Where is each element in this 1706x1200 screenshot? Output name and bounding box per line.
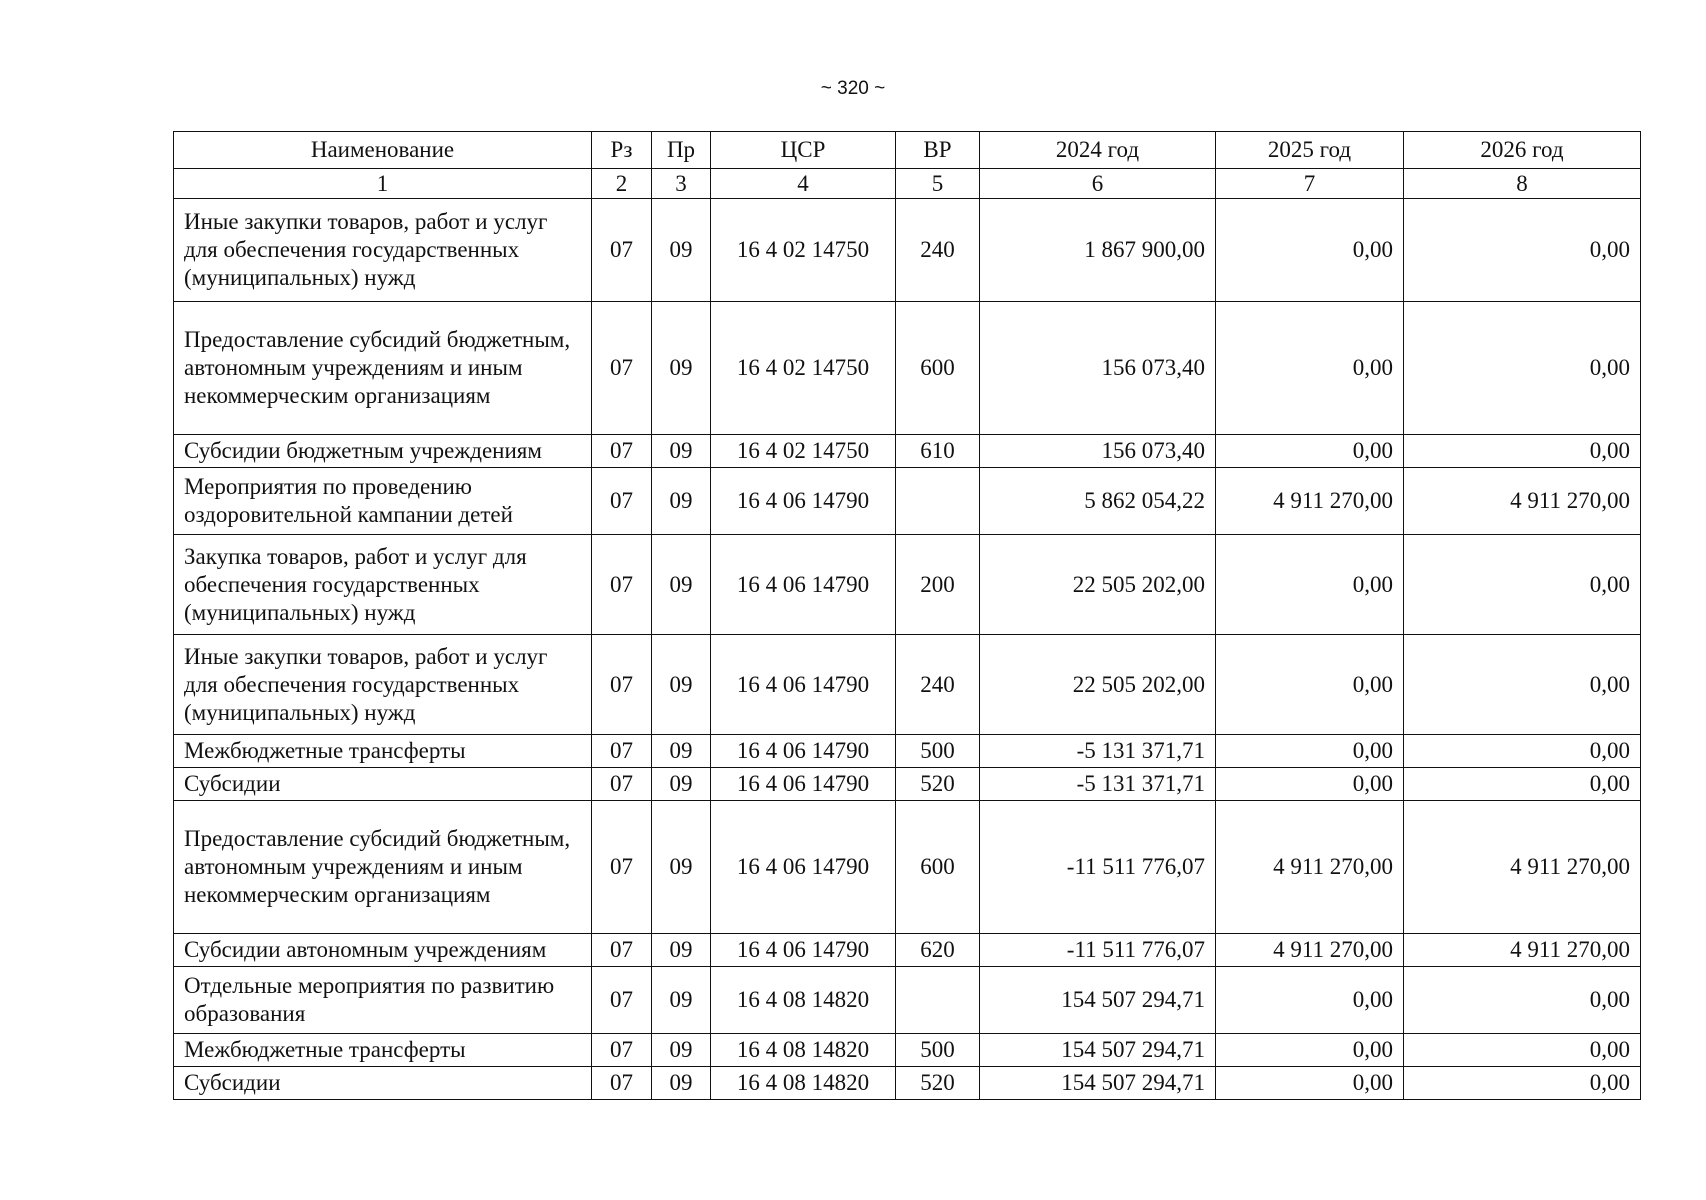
column-number-row [174, 169, 1641, 199]
cell-csr: 16 4 08 14820 [711, 1034, 896, 1067]
cell-vr: 500 [896, 1034, 980, 1067]
header-row [174, 132, 1641, 169]
cell-rz: 07 [592, 1034, 652, 1067]
cell-name: Иные закупки товаров, работ и услуг для обеспечения государственных (муниципальных) нужд [174, 635, 592, 735]
cell-2025: 4 911 270,00 [1216, 934, 1404, 967]
cell-2026: 0,00 [1404, 302, 1641, 435]
cell-vr: 600 [896, 801, 980, 934]
col-header-2026: 2026 год [1404, 132, 1641, 169]
cell-name: Предоставление субсидий бюджетным, автономным учреждениям и иным некоммерческим организациям [174, 302, 592, 435]
cell-vr: 240 [896, 199, 980, 302]
cell-2024: -11 511 776,07 [980, 934, 1216, 967]
cell-rz: 07 [592, 1067, 652, 1100]
cell-2026: 0,00 [1404, 535, 1641, 635]
cell-2026: 0,00 [1404, 199, 1641, 302]
col-number: 5 [896, 169, 980, 199]
cell-csr: 16 4 02 14750 [711, 302, 896, 435]
cell-pr: 09 [652, 435, 711, 468]
cell-csr: 16 4 02 14750 [711, 435, 896, 468]
cell-2026: 4 911 270,00 [1404, 801, 1641, 934]
cell-name: Предоставление субсидий бюджетным, автономным учреждениям и иным некоммерческим организациям [174, 801, 592, 934]
cell-name: Межбюджетные трансферты [174, 735, 592, 768]
cell-2025: 0,00 [1216, 435, 1404, 468]
table-row [174, 468, 1641, 535]
cell-pr: 09 [652, 735, 711, 768]
cell-csr: 16 4 06 14790 [711, 468, 896, 535]
cell-csr: 16 4 06 14790 [711, 735, 896, 768]
cell-2025: 4 911 270,00 [1216, 468, 1404, 535]
cell-name: Иные закупки товаров, работ и услуг для обеспечения государственных (муниципальных) нужд [174, 199, 592, 302]
cell-2024: -5 131 371,71 [980, 735, 1216, 768]
cell-pr: 09 [652, 635, 711, 735]
col-number: 1 [174, 169, 592, 199]
page-number: ~ 320 ~ [820, 78, 886, 99]
cell-2024: 22 505 202,00 [980, 635, 1216, 735]
cell-pr: 09 [652, 302, 711, 435]
cell-csr: 16 4 02 14750 [711, 199, 896, 302]
cell-2024: 154 507 294,71 [980, 967, 1216, 1034]
cell-rz: 07 [592, 768, 652, 801]
budget-table [173, 131, 1641, 1100]
cell-pr: 09 [652, 967, 711, 1034]
cell-2025: 0,00 [1216, 768, 1404, 801]
cell-vr: 240 [896, 635, 980, 735]
table-row [174, 735, 1641, 768]
cell-2024: -11 511 776,07 [980, 801, 1216, 934]
col-header-csr: ЦСР [711, 132, 896, 169]
cell-pr: 09 [652, 199, 711, 302]
cell-2025: 0,00 [1216, 1034, 1404, 1067]
cell-name: Субсидии автономным учреждениям [174, 934, 592, 967]
cell-csr: 16 4 06 14790 [711, 768, 896, 801]
cell-vr: 610 [896, 435, 980, 468]
cell-vr [896, 468, 980, 535]
table-row [174, 302, 1641, 435]
col-header-2024: 2024 год [980, 132, 1216, 169]
cell-rz: 07 [592, 635, 652, 735]
cell-2026: 0,00 [1404, 435, 1641, 468]
cell-pr: 09 [652, 1067, 711, 1100]
cell-rz: 07 [592, 468, 652, 535]
table-row [174, 1067, 1641, 1100]
table-row [174, 635, 1641, 735]
cell-vr: 600 [896, 302, 980, 435]
cell-rz: 07 [592, 435, 652, 468]
cell-csr: 16 4 06 14790 [711, 535, 896, 635]
cell-2026: 0,00 [1404, 967, 1641, 1034]
cell-2026: 4 911 270,00 [1404, 934, 1641, 967]
cell-2025: 0,00 [1216, 535, 1404, 635]
cell-2026: 0,00 [1404, 768, 1641, 801]
table-row [174, 1034, 1641, 1067]
cell-2024: 156 073,40 [980, 435, 1216, 468]
table-row [174, 967, 1641, 1034]
cell-2025: 0,00 [1216, 302, 1404, 435]
table-row [174, 199, 1641, 302]
col-number: 3 [652, 169, 711, 199]
cell-2024: 154 507 294,71 [980, 1067, 1216, 1100]
cell-2024: 22 505 202,00 [980, 535, 1216, 635]
cell-csr: 16 4 06 14790 [711, 801, 896, 934]
cell-rz: 07 [592, 967, 652, 1034]
cell-2025: 4 911 270,00 [1216, 801, 1404, 934]
cell-2026: 0,00 [1404, 1067, 1641, 1100]
cell-2026: 0,00 [1404, 635, 1641, 735]
cell-vr: 520 [896, 1067, 980, 1100]
cell-2025: 0,00 [1216, 967, 1404, 1034]
cell-2024: 5 862 054,22 [980, 468, 1216, 535]
cell-csr: 16 4 06 14790 [711, 934, 896, 967]
col-number: 6 [980, 169, 1216, 199]
cell-csr: 16 4 08 14820 [711, 967, 896, 1034]
cell-2026: 0,00 [1404, 735, 1641, 768]
col-number: 8 [1404, 169, 1641, 199]
cell-pr: 09 [652, 1034, 711, 1067]
cell-name: Межбюджетные трансферты [174, 1034, 592, 1067]
col-number: 7 [1216, 169, 1404, 199]
cell-vr: 520 [896, 768, 980, 801]
cell-vr: 500 [896, 735, 980, 768]
cell-2025: 0,00 [1216, 199, 1404, 302]
col-header-rz: Рз [592, 132, 652, 169]
cell-name: Мероприятия по проведению оздоровительной кампании детей [174, 468, 592, 535]
cell-vr: 620 [896, 934, 980, 967]
cell-rz: 07 [592, 302, 652, 435]
table-row [174, 435, 1641, 468]
cell-2025: 0,00 [1216, 635, 1404, 735]
cell-name: Субсидии [174, 768, 592, 801]
table-row [174, 934, 1641, 967]
cell-2024: 154 507 294,71 [980, 1034, 1216, 1067]
cell-2024: 156 073,40 [980, 302, 1216, 435]
table-row [174, 535, 1641, 635]
col-number: 4 [711, 169, 896, 199]
cell-rz: 07 [592, 199, 652, 302]
cell-vr [896, 967, 980, 1034]
table-header [174, 132, 1641, 199]
cell-name: Отдельные мероприятия по развитию образования [174, 967, 592, 1034]
cell-pr: 09 [652, 768, 711, 801]
cell-pr: 09 [652, 934, 711, 967]
table-row [174, 801, 1641, 934]
cell-vr: 200 [896, 535, 980, 635]
cell-2024: 1 867 900,00 [980, 199, 1216, 302]
cell-2026: 4 911 270,00 [1404, 468, 1641, 535]
cell-name: Субсидии [174, 1067, 592, 1100]
table-body [174, 199, 1641, 1100]
cell-rz: 07 [592, 535, 652, 635]
cell-csr: 16 4 08 14820 [711, 1067, 896, 1100]
cell-2025: 0,00 [1216, 735, 1404, 768]
col-header-pr: Пр [652, 132, 711, 169]
cell-pr: 09 [652, 535, 711, 635]
col-header-vr: ВР [896, 132, 980, 169]
cell-name: Закупка товаров, работ и услуг для обеспечения государственных (муниципальных) нужд [174, 535, 592, 635]
cell-csr: 16 4 06 14790 [711, 635, 896, 735]
cell-rz: 07 [592, 735, 652, 768]
cell-pr: 09 [652, 801, 711, 934]
col-number: 2 [592, 169, 652, 199]
cell-rz: 07 [592, 934, 652, 967]
col-header-2025: 2025 год [1216, 132, 1404, 169]
cell-2025: 0,00 [1216, 1067, 1404, 1100]
cell-2024: -5 131 371,71 [980, 768, 1216, 801]
cell-rz: 07 [592, 801, 652, 934]
cell-2026: 0,00 [1404, 1034, 1641, 1067]
col-header-name: Наименование [174, 132, 592, 169]
table-row [174, 768, 1641, 801]
cell-pr: 09 [652, 468, 711, 535]
cell-name: Субсидии бюджетным учреждениям [174, 435, 592, 468]
